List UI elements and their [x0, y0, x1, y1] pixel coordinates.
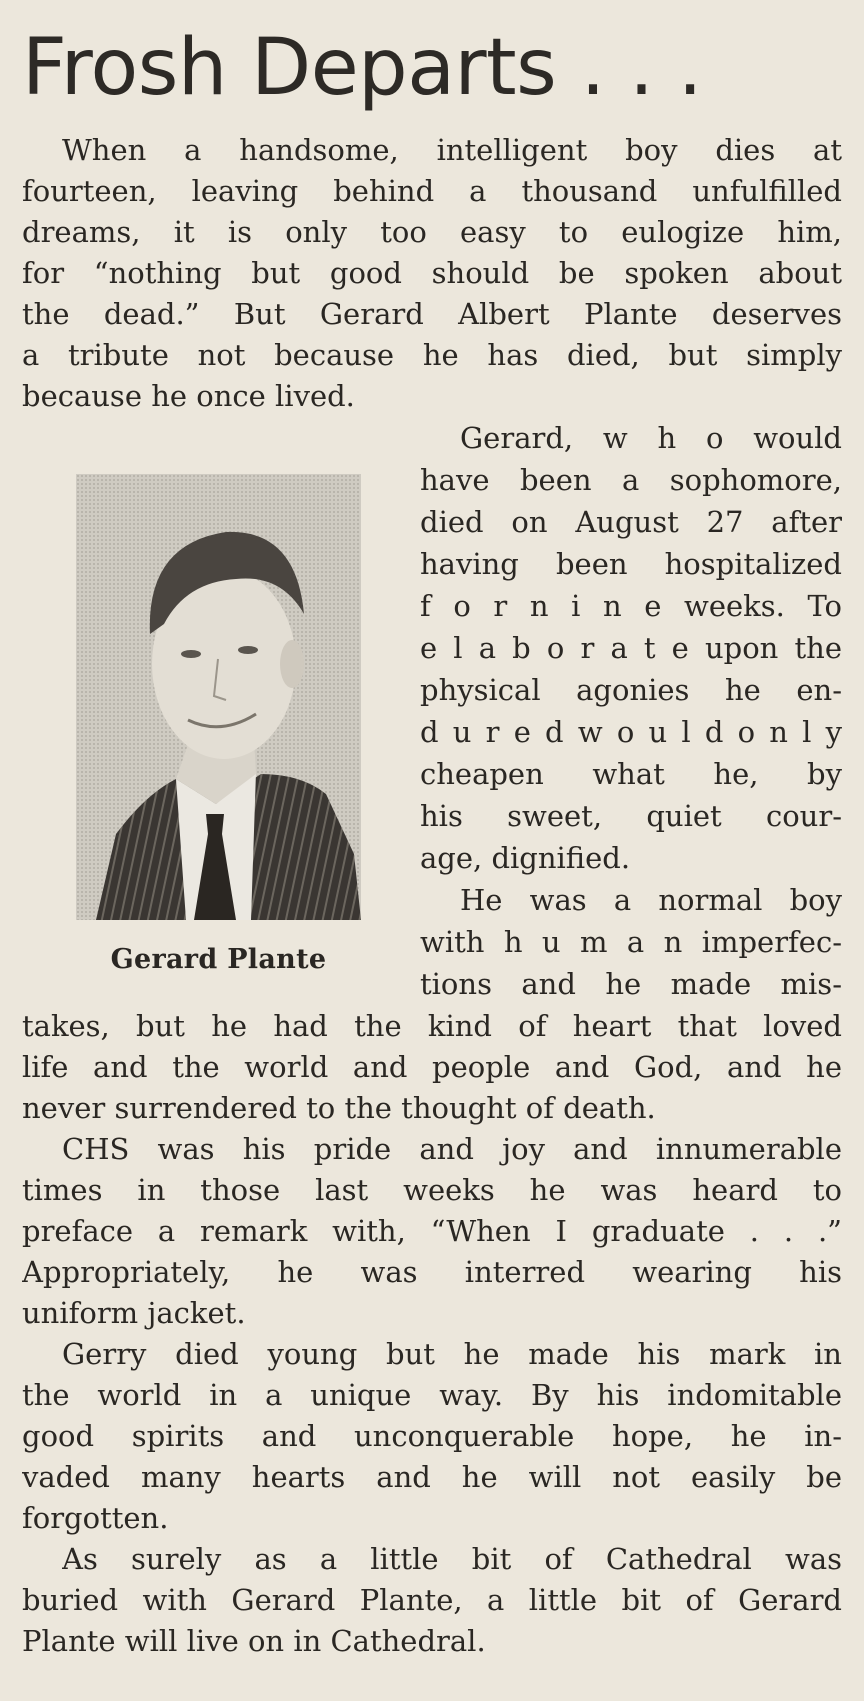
text-line: never surrendered to the thought of death. [22, 1091, 656, 1125]
text-line: takes, but he had the kind of heart that loved [22, 1009, 842, 1043]
text-line: life and the world and people and God, and he [22, 1050, 842, 1084]
text-line: As surely as a little bit of Cathedral was [62, 1542, 842, 1576]
text-line: Gerry died young but he made his mark in [62, 1337, 842, 1371]
text-line: cheapen what he, by [420, 757, 842, 791]
text-line: died on August 27 after [420, 505, 842, 539]
text-line: He was a normal boy [460, 883, 842, 917]
portrait-photo [76, 474, 361, 920]
text-line: Appropriately, he was interred wearing his [22, 1255, 842, 1289]
text-line: the dead.” But Gerard Albert Plante deserves [22, 297, 842, 331]
text-line: have been a sophomore, [420, 463, 842, 497]
text-line: physical agonies he en- [420, 673, 842, 707]
text-line: his sweet, quiet cour- [420, 799, 842, 833]
text-line: uniform jacket. [22, 1296, 246, 1330]
text-line: preface a remark with, “When I graduate . . .” [22, 1214, 842, 1248]
text-line: When a handsome, intelligent boy dies at [62, 133, 842, 167]
text-line: Plante will live on in Cathedral. [22, 1624, 486, 1658]
text-line: times in those last weeks he was heard to [22, 1173, 842, 1207]
text-line: because he once lived. [22, 379, 355, 413]
text-line: having been hospitalized [420, 547, 842, 581]
text-line: buried with Gerard Plante, a little bit of Gerard [22, 1583, 842, 1617]
text-line: Gerard, w h o would [460, 421, 842, 455]
text-line: d u r e d w o u l d o n l y [420, 715, 842, 749]
text-line: forgotten. [22, 1501, 169, 1535]
text-line: f o r n i n e weeks. To [420, 589, 842, 623]
photo-caption: Gerard Plante [110, 944, 327, 975]
text-line: CHS was his pride and joy and innumerable [62, 1132, 842, 1166]
headline: Frosh Departs . . . [22, 23, 703, 113]
text-line: age, dignified. [420, 841, 631, 875]
text-line: e l a b o r a t e upon the [420, 631, 842, 665]
text-line: dreams, it is only too easy to eulogize him, [22, 215, 842, 249]
text-line: tions and he made mis- [420, 967, 842, 1001]
text-line: for “nothing but good should be spoken about [22, 256, 842, 290]
text-line: with h u m a n imperfec- [420, 925, 842, 959]
text-line: the world in a unique way. By his indomitable [22, 1378, 842, 1412]
text-line: fourteen, leaving behind a thousand unfulfilled [22, 174, 842, 208]
text-line: a tribute not because he has died, but simply [22, 338, 842, 372]
portrait-image [76, 474, 361, 920]
text-line: good spirits and unconquerable hope, he in- [22, 1419, 842, 1453]
text-line: vaded many hearts and he will not easily be [22, 1460, 842, 1494]
